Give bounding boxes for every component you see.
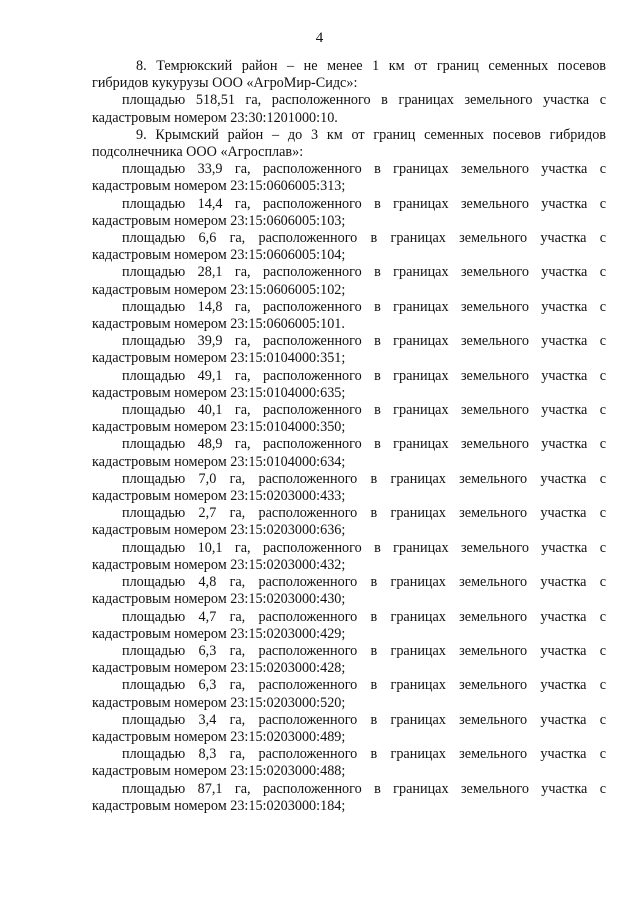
list-item bbox=[92, 471, 606, 505]
list-item bbox=[92, 609, 606, 643]
item-line-1: площадью 2,7 га, расположенного в границах земельного участка с bbox=[122, 505, 606, 522]
page-number: 4 bbox=[315, 30, 324, 46]
item-line-1: площадью 518,51 га, расположенного в границах земельного участка с bbox=[122, 92, 606, 109]
section-krymsk bbox=[92, 127, 606, 815]
item-line-1: площадью 14,8 га, расположенного в границах земельного участка с bbox=[122, 298, 606, 315]
item-line-2: кадастровым номером 23:15:0203000:430; bbox=[92, 591, 346, 608]
list-item bbox=[92, 436, 606, 470]
item-line-2: кадастровым номером 23:15:0203000:488; bbox=[92, 763, 346, 780]
item-line-2: кадастровым номером 23:15:0203000:520; bbox=[92, 694, 346, 711]
heading-line-2: подсолнечника ООО «Агросплав»: bbox=[92, 144, 304, 161]
item-line-2: кадастровым номером 23:15:0203000:428; bbox=[92, 660, 346, 677]
item-line-1: площадью 49,1 га, расположенного в границах земельного участка с bbox=[122, 367, 606, 384]
item-line-2: кадастровым номером 23:15:0606005:313; bbox=[92, 178, 346, 195]
item-line-2: кадастровым номером 23:15:0104000:634; bbox=[92, 453, 346, 470]
item-line-1: площадью 6,6 га, расположенного в границах земельного участка с bbox=[122, 230, 606, 247]
document-body bbox=[92, 58, 606, 815]
item-line-2: кадастровым номером 23:15:0203000:636; bbox=[92, 522, 346, 539]
list-item bbox=[92, 712, 606, 746]
item-line-2: кадастровым номером 23:15:0104000:351; bbox=[92, 350, 346, 367]
item-line-1: площадью 48,9 га, расположенного в границах земельного участка с bbox=[122, 436, 606, 453]
list-item bbox=[92, 161, 606, 195]
list-item bbox=[92, 196, 606, 230]
item-line-2: кадастровым номером 23:15:0104000:635; bbox=[92, 384, 346, 401]
item-line-2: кадастровым номером 23:15:0203000:489; bbox=[92, 728, 346, 745]
list-item bbox=[92, 299, 606, 333]
item-line-2: кадастровым номером 23:30:1201000:10. bbox=[92, 109, 338, 126]
item-line-2: кадастровым номером 23:15:0104000:350; bbox=[92, 419, 346, 436]
item-line-1: площадью 33,9 га, расположенного в границах земельного участка с bbox=[122, 161, 606, 178]
heading-line-1: 8. Темрюкский район – не менее 1 км от границ семенных посевов bbox=[136, 58, 606, 74]
item-line-2: кадастровым номером 23:15:0606005:102; bbox=[92, 281, 346, 298]
item-line-1: площадью 39,9 га, расположенного в границах земельного участка с bbox=[122, 333, 606, 350]
item-line-1: площадью 3,4 га, расположенного в границах земельного участка с bbox=[122, 711, 606, 728]
item-line-1: площадью 7,0 га, расположенного в границах земельного участка с bbox=[122, 470, 606, 487]
item-line-2: кадастровым номером 23:15:0203000:433; bbox=[92, 488, 346, 505]
item-line-2: кадастровым номером 23:15:0606005:101. bbox=[92, 316, 345, 333]
list-item bbox=[92, 574, 606, 608]
item-line-1: площадью 4,8 га, расположенного в границах земельного участка с bbox=[122, 574, 606, 591]
list-item bbox=[92, 677, 606, 711]
list-item bbox=[92, 264, 606, 298]
item-line-1: площадью 14,4 га, расположенного в границах земельного участка с bbox=[122, 195, 606, 212]
list-item bbox=[92, 368, 606, 402]
item-line-2: кадастровым номером 23:15:0606005:103; bbox=[92, 212, 346, 229]
item-line-1: площадью 6,3 га, расположенного в границах земельного участка с bbox=[122, 642, 606, 659]
item-line-2: кадастровым номером 23:15:0606005:104; bbox=[92, 247, 346, 264]
list-item bbox=[92, 333, 606, 367]
item-line-1: площадью 8,3 га, расположенного в границах земельного участка с bbox=[122, 746, 606, 763]
item-list bbox=[92, 161, 606, 815]
item-line-2: кадастровым номером 23:15:0203000:429; bbox=[92, 625, 346, 642]
item-line-1: площадью 10,1 га, расположенного в границах земельного участка с bbox=[122, 539, 606, 556]
item-line-1: площадью 28,1 га, расположенного в границах земельного участка с bbox=[122, 264, 606, 281]
list-item bbox=[92, 781, 606, 815]
section-heading bbox=[92, 58, 606, 92]
list-item bbox=[92, 643, 606, 677]
item-line-1: площадью 87,1 га, расположенного в границах земельного участка с bbox=[122, 780, 606, 797]
list-item bbox=[92, 746, 606, 780]
list-item bbox=[92, 402, 606, 436]
list-item bbox=[92, 230, 606, 264]
item-line-2: кадастровым номером 23:15:0203000:432; bbox=[92, 556, 346, 573]
heading-line-2: гибридов кукурузы ООО «АгроМир-Сидс»: bbox=[92, 75, 358, 92]
item-line-2: кадастровым номером 23:15:0203000:184; bbox=[92, 797, 346, 814]
list-item bbox=[92, 540, 606, 574]
item-line-1: площадью 40,1 га, расположенного в границах земельного участка с bbox=[122, 402, 606, 419]
section-temryuk bbox=[92, 58, 606, 127]
item-line-1: площадью 4,7 га, расположенного в границах земельного участка с bbox=[122, 608, 606, 625]
item-line-1: площадью 6,3 га, расположенного в границах земельного участка с bbox=[122, 677, 606, 694]
section-heading bbox=[92, 127, 606, 161]
list-item bbox=[92, 92, 606, 126]
heading-line-1: 9. Крымский район – до 3 км от границ семенных посевов гибридов bbox=[136, 126, 606, 143]
list-item bbox=[92, 505, 606, 539]
